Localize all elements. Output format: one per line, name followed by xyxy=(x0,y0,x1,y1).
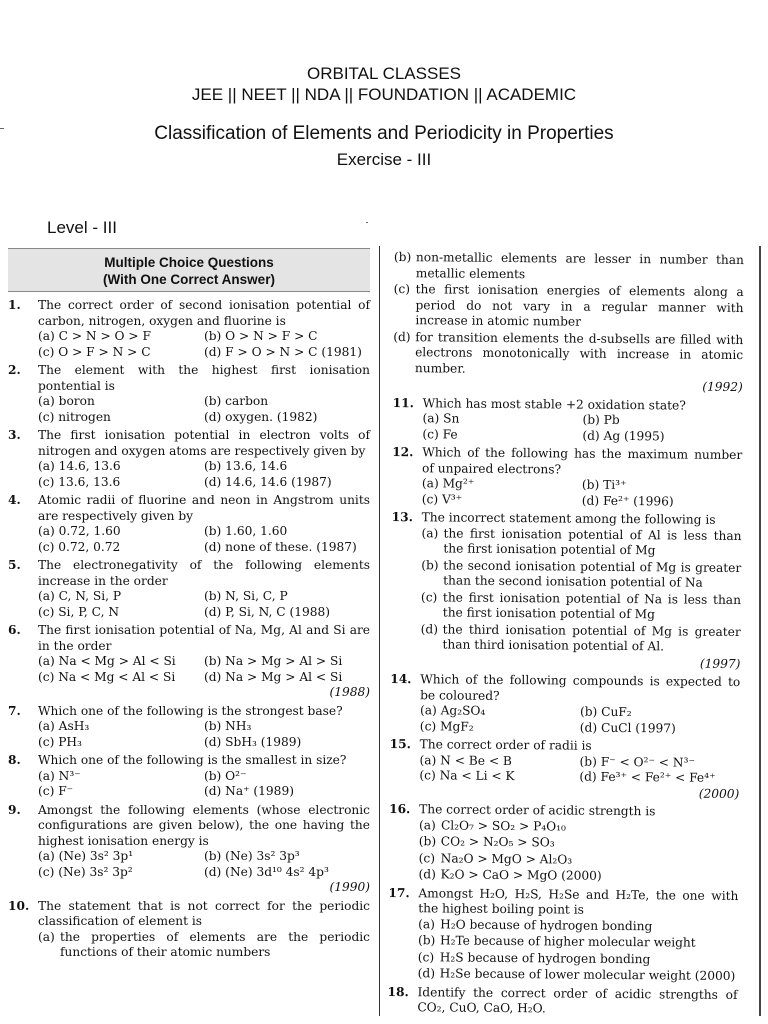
option: (b) CuF₂ xyxy=(579,704,632,720)
option-label: (b) xyxy=(417,933,436,948)
question-number: 4. xyxy=(8,493,21,507)
question-text: The correct order of radii is xyxy=(419,737,592,753)
option-label: (d) xyxy=(420,621,439,636)
sub-option xyxy=(421,590,741,624)
sub-options xyxy=(8,930,370,961)
column-divider xyxy=(379,246,380,1016)
page-edge xyxy=(759,246,761,1016)
sub-option xyxy=(419,851,739,869)
sub-option xyxy=(38,930,370,961)
option: (d) Na⁺ (1989) xyxy=(204,784,294,798)
option-text: K₂O > CaO > MgO (2000) xyxy=(440,867,602,883)
question-number: 7. xyxy=(8,703,21,718)
option-grid xyxy=(392,411,742,445)
sub-options xyxy=(388,916,739,984)
option: (a) N³⁻ xyxy=(38,768,81,783)
question xyxy=(8,428,370,490)
sub-options xyxy=(390,525,741,655)
option-label: (a) xyxy=(421,525,439,540)
sub-option xyxy=(418,950,738,968)
question-text: The incorrect statement among the following is xyxy=(421,510,716,527)
option: (a) Sn xyxy=(422,411,460,426)
question-text: The first ionisation potential in electron volts of nitrogen and oxygen atoms are respectively given by xyxy=(38,428,370,458)
question xyxy=(388,802,739,886)
option: (b) Pb xyxy=(582,412,620,427)
option: (a) 14.6, 13.6 xyxy=(38,459,121,473)
question-number: 9. xyxy=(8,802,21,817)
option-grid xyxy=(8,459,370,490)
option-label: (b) xyxy=(421,557,439,572)
sub-option xyxy=(394,250,744,284)
option: (d) (Ne) 3d¹⁰ 4s² 4p³ xyxy=(204,864,329,879)
option: (d) P, Si, N, C (1988) xyxy=(204,604,331,619)
option: (d) CuCl (1997) xyxy=(579,720,676,735)
option-text: the first ionisation potential of Al is less than the first ionisation potential of Mg xyxy=(443,525,742,558)
question-number: 15. xyxy=(389,736,411,752)
question-number: 12. xyxy=(392,444,414,460)
option-text: non-metallic elements are lesser in number than metallic elements xyxy=(415,250,744,281)
question xyxy=(387,984,737,1018)
option: (d) SbH₃ (1989) xyxy=(204,734,302,749)
question xyxy=(8,493,370,555)
question-text: Identify the correct order of acidic strengths of CO₂, CuO, CaO, H₂O. xyxy=(417,984,738,1016)
option: (b) NH₃ xyxy=(204,719,252,733)
option-grid xyxy=(8,849,370,880)
institute-name: ORBITAL CLASSES xyxy=(307,64,461,83)
question-text: Atomic radii of fluorine and neon in Angstrom units are respectively given by xyxy=(38,493,370,523)
question xyxy=(8,623,370,701)
option: (c) Na < Mg < Al < Si xyxy=(38,669,176,684)
right-column xyxy=(387,250,744,1022)
option-grid xyxy=(8,394,370,425)
question-number: 2. xyxy=(8,363,21,377)
question xyxy=(8,753,370,800)
option: (d) F > O > N > C (1981) xyxy=(204,344,362,359)
option: (c) 13.6, 13.6 xyxy=(38,474,121,489)
option-label: (d) xyxy=(418,867,436,882)
option: (a) Na < Mg > Al < Si xyxy=(38,654,176,668)
year-tag: (1990) xyxy=(329,880,370,894)
section-subtitle: (With One Correct Answer) xyxy=(103,272,275,287)
option: (c) Si, P, C, N xyxy=(38,604,119,619)
option-text: the first ionisation potential of Na is less than the first ionisation potential of Mg xyxy=(442,589,742,622)
option-grid xyxy=(390,703,740,737)
level-heading: Level - III xyxy=(47,218,117,237)
question xyxy=(8,803,370,896)
option: (d) Fe³⁺ < Fe²⁺ < Fe⁴⁺ xyxy=(579,769,716,785)
chapter-title: Classification of Elements and Periodicity in Properties xyxy=(154,123,614,144)
option: (b) 1.60, 1.60 xyxy=(204,524,288,538)
option-grid xyxy=(8,719,370,750)
option: (b) 13.6, 14.6 xyxy=(204,459,288,473)
option: (c) 0.72, 0.72 xyxy=(38,539,121,554)
question xyxy=(8,704,370,751)
option: (a) Ag₂SO₄ xyxy=(419,703,486,718)
option-text: H₂S because of hydrogen bonding xyxy=(439,949,651,966)
question xyxy=(388,885,739,984)
option: (c) (Ne) 3s² 3p² xyxy=(38,864,133,879)
option-grid xyxy=(389,752,739,786)
question-text: The correct order of acidic strength is xyxy=(419,802,656,819)
question-text: Which has most stable +2 oxidation state? xyxy=(422,395,686,413)
sub-option xyxy=(419,834,739,852)
option: (d) none of these. (1987) xyxy=(204,539,357,554)
option-text: H₂Te because of higher molecular weight xyxy=(439,933,696,950)
question-text: Which of the following has the maximum number of unpaired electrons? xyxy=(422,445,743,476)
option: (d) Na > Mg > Al < Si xyxy=(204,669,343,684)
section-title: Multiple Choice Questions xyxy=(104,255,274,270)
option: (d) Fe²⁺ (1996) xyxy=(581,493,674,508)
option-grid xyxy=(8,654,370,685)
question xyxy=(8,363,370,425)
question-number: 16. xyxy=(389,801,411,817)
option-label: (c) xyxy=(393,281,411,297)
question-number: 6. xyxy=(8,623,21,637)
option-text: the first ionisation energies of elements along a period do not vary in a regular manner with increase in atomic number xyxy=(415,282,744,329)
option: (d) 14.6, 14.6 (1987) xyxy=(204,474,332,489)
sub-option xyxy=(418,867,738,885)
option-label: (a) xyxy=(38,929,55,944)
option: (a) (Ne) 3s² 3p¹ xyxy=(38,849,134,863)
option-label: (c) xyxy=(420,589,438,604)
question-number: 18. xyxy=(387,984,409,999)
option-text: H₂Se because of lower molecular weight (2000) xyxy=(439,966,736,984)
question-number: 8. xyxy=(8,753,21,767)
option: (d) Ag (1995) xyxy=(582,428,665,443)
question-text: Which of the following compounds is expected to be coloured? xyxy=(420,672,741,703)
question-number: 13. xyxy=(391,509,413,525)
question-text: The first ionisation potential of Na, Mg, Al and Si are in the order xyxy=(38,623,370,653)
option: (b) carbon xyxy=(204,394,269,408)
question-number: 3. xyxy=(8,428,21,442)
option: (c) nitrogen xyxy=(38,409,111,424)
option-text: Cl₂O₇ > SO₂ > P₄O₁₀ xyxy=(440,817,567,834)
option-text: the properties of elements are the periodic functions of their atomic numbers xyxy=(60,929,370,959)
exercise-label: Exercise - III xyxy=(336,150,432,169)
question-text: Amongst the following elements (whose electronic configurations are given below), the one having the highest ionisation energy is xyxy=(38,802,370,848)
sub-option xyxy=(418,933,738,951)
option-label: (c) xyxy=(418,850,436,865)
question-text: The electronegativity of the following elements increase in the order xyxy=(38,558,370,588)
year-tag: (1988) xyxy=(329,685,370,699)
option-grid xyxy=(8,769,370,800)
option: (c) Na < Li < K xyxy=(419,768,515,784)
option: (b) F⁻ < O²⁻ < N³⁻ xyxy=(579,754,695,770)
option-label: (b) xyxy=(393,250,412,265)
option-text: CO₂ > N₂O₅ > SO₃ xyxy=(440,834,555,850)
sub-option xyxy=(421,558,741,592)
sub-option xyxy=(419,818,739,836)
question xyxy=(389,737,740,802)
option-grid xyxy=(392,476,742,510)
sub-option xyxy=(420,622,740,656)
option-grid xyxy=(8,589,370,620)
option-label: (d) xyxy=(417,966,436,981)
option-text: Na₂O > MgO > Al₂O₃ xyxy=(440,850,573,867)
option-text: the second ionisation potential of Mg is greater than the second ionisation potential of Na xyxy=(443,557,742,590)
option: (a) C, N, Si, P xyxy=(38,589,122,603)
option-text: H₂O because of hydrogen bonding xyxy=(440,916,653,933)
option: (c) PH₃ xyxy=(38,734,82,749)
option-label: (c) xyxy=(417,949,435,964)
sub-option xyxy=(418,917,738,935)
option-text: for transition elements the d-subsells are filled with electrons monotonically with increase in atomic number. xyxy=(414,329,744,376)
margin-mark xyxy=(366,222,368,223)
option-label: (d) xyxy=(393,329,411,344)
option: (c) MgF₂ xyxy=(419,718,474,734)
option: (b) O²⁻ xyxy=(204,768,247,783)
question-number: 14. xyxy=(390,671,412,687)
question xyxy=(392,395,742,445)
question-text: The correct order of second ionisation potential of carbon, nitrogen, oxygen and fluorine is xyxy=(38,298,370,328)
option: (a) C > N > O > F xyxy=(38,329,151,343)
option: (c) V³⁺ xyxy=(421,491,463,507)
year-tag: (1992) xyxy=(702,379,743,395)
question-text: The element with the highest first ionisation pontential is xyxy=(38,363,370,393)
option: (a) boron xyxy=(38,394,95,408)
option: (a) N < Be < B xyxy=(419,752,512,768)
question xyxy=(8,899,370,961)
option: (d) oxygen. (1982) xyxy=(204,409,318,424)
question-number: 11. xyxy=(392,395,414,410)
margin-mark xyxy=(0,128,4,129)
sub-option xyxy=(393,329,743,379)
option-label: (a) xyxy=(418,916,435,931)
option: (a) AsH₃ xyxy=(38,719,90,733)
option: (a) 0.72, 1.60 xyxy=(38,524,121,538)
question-text: The statement that is not correct for the periodic classification of element is xyxy=(38,898,370,928)
question-text: Which one of the following is the smallest in size? xyxy=(38,753,347,767)
option-label: (a) xyxy=(418,817,436,832)
option-grid xyxy=(8,329,370,360)
option: (b) O > N > F > C xyxy=(204,329,318,343)
option: (a) Mg²⁺ xyxy=(421,476,475,491)
option-label: (b) xyxy=(418,834,437,849)
sub-option xyxy=(418,966,738,984)
question-number: 17. xyxy=(388,885,410,900)
question xyxy=(8,298,370,360)
sub-options xyxy=(393,250,744,379)
option-grid xyxy=(8,524,370,555)
option: (c) O > F > N > C xyxy=(38,344,151,359)
question-number: 5. xyxy=(8,558,21,572)
question xyxy=(390,672,741,737)
option: (c) Fe xyxy=(422,426,458,442)
option: (b) N, Si, C, P xyxy=(204,589,288,603)
question xyxy=(8,558,370,620)
year-tag: (2000) xyxy=(698,786,740,801)
question xyxy=(390,510,741,672)
option: (b) Na > Mg > Al > Si xyxy=(204,654,343,668)
option-text: the third ionisation potential of Mg is greater than third ionisation potential of Al. xyxy=(442,621,741,654)
option: (c) F⁻ xyxy=(38,784,74,798)
question-number: 10. xyxy=(8,898,30,913)
section-banner xyxy=(8,248,370,292)
left-column xyxy=(8,298,370,964)
question-number: 1. xyxy=(8,298,21,312)
question xyxy=(392,445,743,510)
sub-option xyxy=(393,282,743,332)
question-text: Which one of the following is the strongest base? xyxy=(38,703,343,718)
sub-option xyxy=(421,526,741,560)
option: (b) Ti³⁺ xyxy=(581,477,627,493)
year-tag: (1997) xyxy=(699,656,741,671)
question-text: Amongst H₂O, H₂S, H₂Se and H₂Te, the one with the highest boiling point is xyxy=(418,885,739,917)
question-continuation xyxy=(393,250,744,396)
option: (b) (Ne) 3s² 3p³ xyxy=(204,849,300,863)
sub-options xyxy=(388,817,739,885)
streams-line: JEE || NEET || NDA || FOUNDATION || ACADEMIC xyxy=(191,85,577,104)
